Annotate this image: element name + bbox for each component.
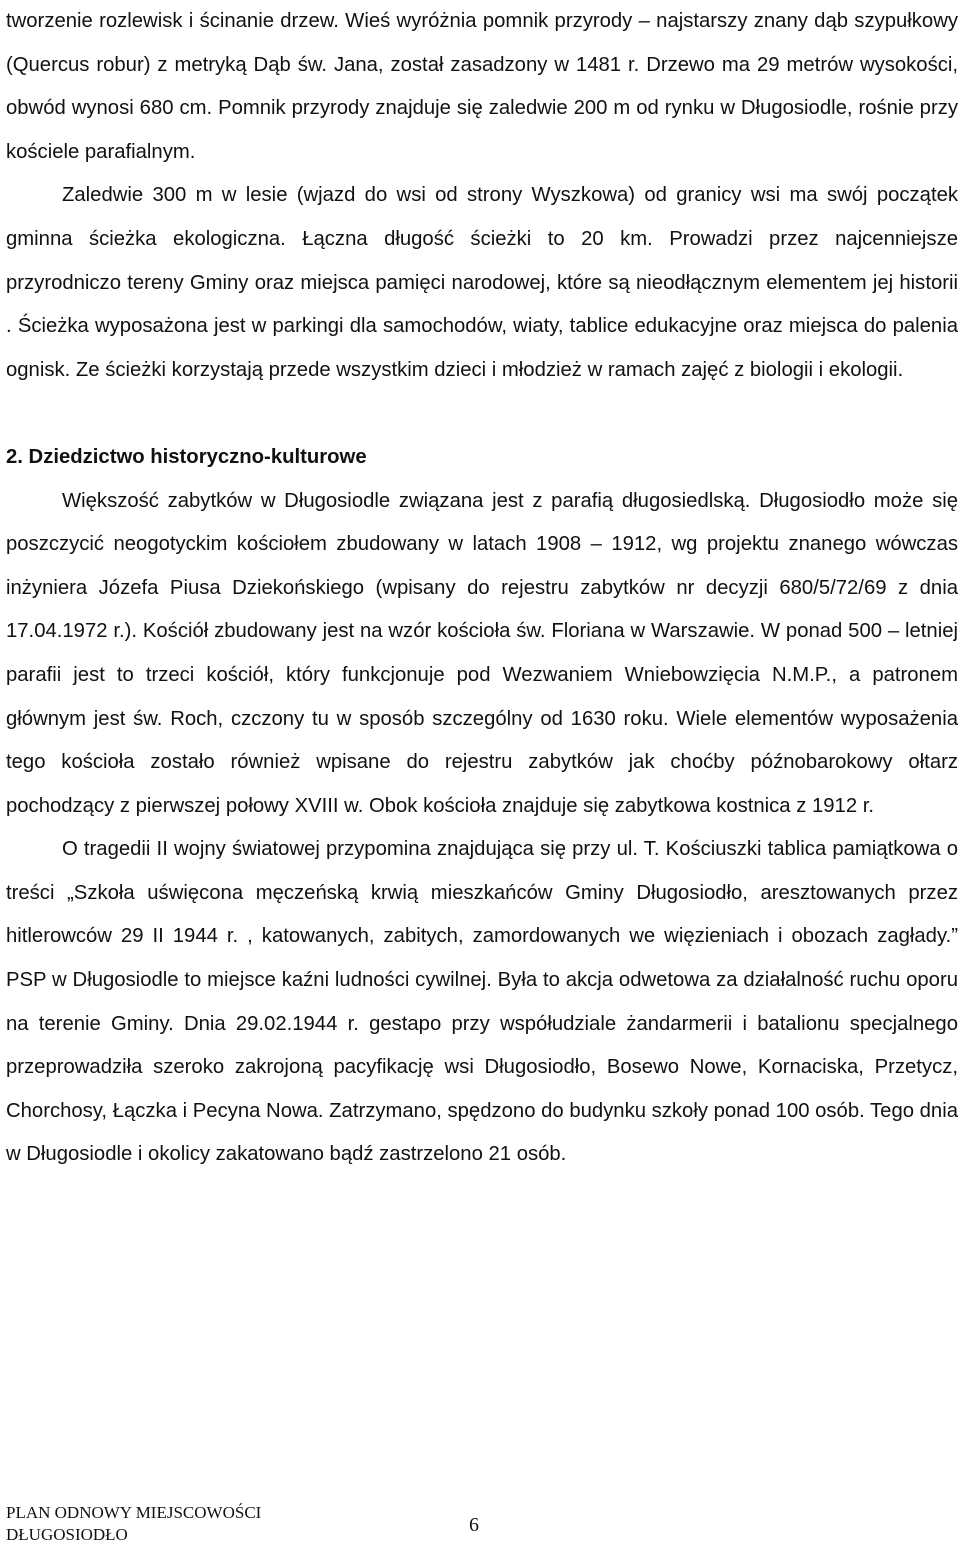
page-footer <box>6 1500 958 1547</box>
footer-title-line1: PLAN ODNOWY MIEJSCOWOŚCI <box>6 1503 262 1522</box>
paragraph-continued: tworzenie rozlewisk i ścinanie drzew. Wieś wyróżnia pomnik przyrody – najstarszy znany dąb szypułkowy (Quercus robur) z metryką Dąb św. Jana, został zasadzony w 1481 r. Drzewo ma 29 metrów wysokości, obwód wynosi 680 cm. Pomnik przyrody znajduje się zaledwie 200 m od rynku w Długosiodle, rośnie przy kościele parafialnym. <box>6 10 958 163</box>
paragraph-monuments: Większość zabytków w Długosiodle związana jest z parafią długosiedlską. Długosiodło może się poszczycić neogotyckim kościołem zbudowany w latach 1908 – 1912, wg projektu znanego wówczas inżyniera Józefa Piusa Dziekońskiego (wpisany do rejestru zabytków nr decyzji 680/5/72/69 z dnia 17.04.1972 r.). Kościół zbudowany jest na wzór kościoła św. Floriana w Warszawie. W ponad 500 – letniej parafii jest to trzeci kościół, który funkcjonuje pod Wezwaniem Wniebowzięcia N.M.P., a patronem głównym jest św. Roch, czczony tu w sposób szczególny od 1630 roku. Wiele elementów wyposażenia tego kościoła zostało również wpisane do rejestru zabytków jak choćby późnobarokowy ołtarz pochodzący z pierwszej połowy XVIII w. Obok kościoła znajduje się zabytkowa kostnica z 1912 r. <box>6 489 958 817</box>
footer-title <box>6 1502 261 1546</box>
paragraph-ww2: O tragedii II wojny światowej przypomina znajdująca się przy ul. T. Kościuszki tablica pamiątkowa o treści „Szkoła uświęcona męczeńską krwią mieszkańców Gminy Długosiodło, aresztowanych przez hitlerowców 29 II 1944 r. , katowanych, zabitych, zamordowanych we więzieniach i obozach zagłady.” PSP w Długosiodle to miejsce kaźni ludności cywilnej. Była to akcja odwetowa za działalność ruchu oporu na terenie Gminy. Dnia 29.02.1944 r. gestapo przy współudziale żandarmerii i batalionu specjalnego przeprowadziła szeroko zakrojoną pacyfikację wsi Długosiodło, Bosewo Nowe, Kornaciska, Przetycz, Chorchosy, Łączka i Pecyna Nowa. Zatrzymano, spędzono do budynku szkoły ponad 100 osób. Tego dnia w Długosiodle i okolicy zakatowano bądź zastrzelono 21 osób. <box>6 838 958 1166</box>
footer-title-line2: DŁUGOSIODŁO <box>6 1525 128 1544</box>
document-page <box>6 0 958 1177</box>
paragraph-ecological-path: Zaledwie 300 m w lesie (wjazd do wsi od strony Wyszkowa) od granicy wsi ma swój początek gminna ścieżka ekologiczna. Łączna długość ścieżki to 20 km. Prowadzi przez najcenniejsze przyrodniczo tereny Gminy oraz miejsca pamięci narodowej, które są nieodłącznym elementem jej historii . Ścieżka wyposażona jest w parkingi dla samochodów, wiaty, tablice edukacyjne oraz miejsca do palenia ognisk. Ze ścieżki korzystają przede wszystkim dzieci i młodzież w ramach zajęć z biologii i ekologii. <box>6 184 958 381</box>
page-number: 6 <box>469 1514 479 1536</box>
section-heading: 2. Dziedzictwo historyczno-kulturowe <box>6 445 367 468</box>
